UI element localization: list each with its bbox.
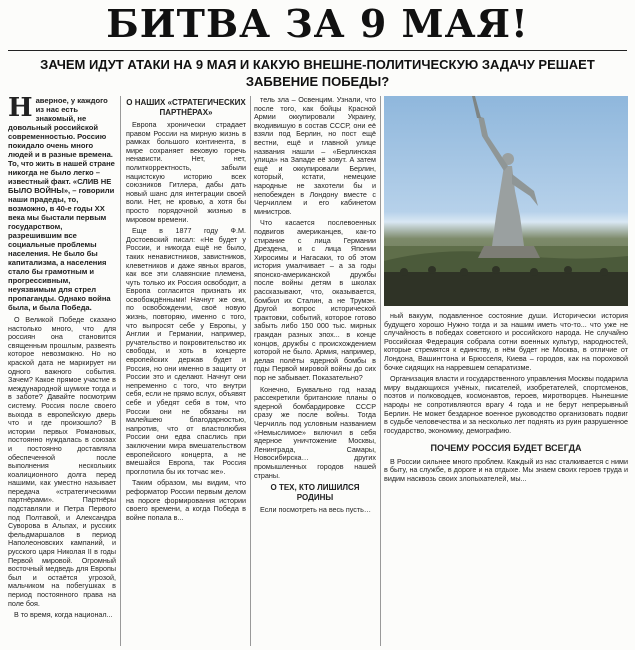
headline: БИТВА ЗА 9 МАЯ! — [106, 0, 529, 46]
pedestal — [478, 246, 540, 258]
crowd-person — [564, 266, 572, 274]
body-paragraph: В России сильнее много проблем. Каждый из нас сталкивается с ними в быту, на службе, в дороге и на отдыхе. Мы знаем своих героев труда и видим насквозь своих злопыхателей, мы... — [384, 456, 628, 483]
lead-text: аверное, у каждого из нас есть знакомый, не довольный российской современностью. Россию покидало очень много людей и в разные времена. То, что жить в нашей стране никогда не было легко – известный факт. «СЛИВ НЕ БЫЛО ВОЙНЫ», – говорили наши прадеды, то, возможно, в 40-е годы XX века мы быстали первым государством, разрешившим все социальные проблемы населения. Не было бы капитализма, а населения стало бы грамотным и прогрессивным, неуязвимым для стрел пропаганды. Однако война была, и была Победа. — [8, 96, 115, 312]
sword-icon — [472, 96, 481, 118]
column-3 — [254, 96, 376, 646]
column-4 — [384, 96, 628, 646]
body-paragraph: В то время, когда национал... — [14, 610, 113, 620]
crowd-person — [400, 268, 408, 276]
section-heading: О НАШИХ «СТРАТЕГИЧЕСКИХ ПАРТНЁРАХ» — [126, 98, 246, 117]
body-paragraph: Конечно, Буквально год назад рассекретили британские планы о ядерной бомбардировке СССР сразу же после войны. Тогда Черчилль под условным названием «Немыслимое» включил в себя ядерное уничтожение Москвы, Ленинграда, Самары, Новосибирска… других промышленных городов нашей страны. — [254, 384, 376, 480]
lead-paragraph — [8, 96, 116, 312]
body-paragraph: Организация власти и государственного управления Москвы подарила миру выдающихся учёных, писателей, изобретателей, спортсменов, поэтов и полководцев, космонавтов, героев, миротворцев. Нынешние народы не сопротивляются врагу 4 года и не берут непрерывный Берлин. Не может бездарное военное руководство организовать подвиг в судьбе человечества и за несколько лет поднять из руин разрушенное государство, экономику, демографию. — [384, 374, 628, 435]
body-paragraph: Еще в 1877 году Ф.М. Достоевский писал: «Не будет у России, и никогда ещё не было, таких ненавистников, завистников, клеветников и даже явных врагов, как все эти славянские племена, чуть только их Россия освободит, а Европа согласится признать их освобождёнными! Начнут же они, по освобождении, своё новую жизнь, повторяю, именно с того, что выпросят себе у Европы, у Англии и Германии, например, ручательство и покровительство их свободы, и хоть в концерте европейских держав будет и Россия, но они именно в защиту от России это и сделают. Начнут они непременно с того, что внутри себя, если не прямо вслух, объявят себе и убедят себя в том, что России они не обязаны ни малейшею благодарностью, напротив, что от властолюбия России они едва спаслись при заключении мира вмешательством европейского концерта, а не вмешайся Европа, так Россия проглотила бы их тотчас же». — [126, 226, 246, 476]
section-heading: ПОЧЕМУ РОССИЯ БУДЕТ ВСЕГДА — [430, 443, 582, 454]
body-paragraph: Таким образом, мы видим, что реформатор России первым делом на пороге формирования истории своего времени, а когда Победа в войне попала в... — [126, 478, 246, 522]
body-paragraph: Что касается послевоенных подвигов американцев, как-то стирание с лица Германии Дрездена, и с лица Японии Хиросимы и Нагасаки, то об этом история умалчивает – а за годы японско-американской дружбы после войны детям в школах рассказывают, что, оказывается, бомбил их Сталин, а не Трумэн. Другой вопрос исторической трактовки, событий, которое готово забыть либо 150 000 тыс. мирных граждан разных эпох... в конце концов, дружбы с происхождением которой не было. Армия, например, делая полёты ядерной бомбы в годы Первой мировой войны до сих пор не забывает. Показательно? — [254, 218, 376, 382]
section-heading: О ТЕХ, КТО ЛИШИЛСЯ РОДИНЫ — [270, 483, 360, 502]
crowd-person — [460, 268, 468, 276]
crowd-person — [428, 266, 436, 274]
headline-rule — [8, 50, 627, 51]
column-divider — [380, 96, 381, 646]
crowd — [384, 266, 628, 306]
column-divider — [250, 96, 251, 646]
subheadline: ЗАЧЕМ ИДУТ АТАКИ НА 9 МАЯ И КАКУЮ ВНЕШНЕ-ПОЛИТИЧЕСКУЮ ЗАДАЧУ РЕШАЕТ ЗАБВЕНИЕ ПОБЕДЫ? — [40, 57, 595, 89]
body-paragraph: О Великой Победе сказано настолько много, что для россиян она становится священным прошлым, развеять которое невозможно. Но но краской дата не маркирует ни одного важного события. Зачем? Какое прямое участие в международной шумихе тогда и в заботе? Давайте посмотрим систему. Россия после своего выхода в европейскую дверь что и где произошло? В истории первых Романовых, постоянно нуждалась в союзах и постоянно доставляла обеспеченной после выполнения нескольких коалиционного долга перед нашими, как уместно называет передача «стратегическими партнёрами». Партнёры подставляли и Петра Первого под Полтавой, и Александра Суворова в Альпах, и русских фельдмаршалов в период Наполеоновских кампаний, и русского царя Николая II в годы Первой мировой. Огромный восточный медведь для Европы был и остаётся угрозой, мальчиком на побегушках в период постоянного права на поле боя. — [8, 315, 116, 608]
body-paragraph: тель зла – Освенцим. Узнали, что после того, как бойцы Красной Армии оккупировали Украину, вкодивишую в состав СССР, они её взяли под Берлин, но пост ещё вестни, ещё и главной улице названия нашли – «Берлинская улица» на Западе её зовут. А затем ещё и оккупировали Берлин, который, кстати, немецкие народные не захотели бы и непобежден в Лондону вместе с Черчиллем и его кабинетом министров. — [254, 96, 376, 216]
column-1 — [8, 96, 116, 646]
crowd-base — [384, 272, 628, 306]
photo-caption-text: ный вакуум, подавленное состояние души. Исторически история будущего хорошо Нужно тогда и за нашим иметь что-то... что уже не случайность в победах советского и российского народа. Не случайно Российская Федерация собрала сотни военных культур, народностей, которые стремятся к единству, в нём будет не Москва, в отличие от Лондона, Вашингтона и Брюсселя, Киева – городов, как на пороховой бочке сидящих на нарревшем сепаратизме. — [384, 311, 628, 372]
statue-body — [492, 166, 524, 246]
body-paragraph: Если посмотреть на весь пусть… — [260, 505, 372, 515]
motherland-statue-photo — [384, 96, 628, 306]
drop-cap: Н — [8, 96, 33, 123]
crowd-person — [530, 268, 538, 276]
body-paragraph: Европа хронически страдает правом России на мирную жизнь в рамках большого континента, в мире сохраняет вековую горечь ненависти. Нет, нет, политкорректность, забыли нацистскую историю всех союзников Гитлера, дабы дать новый шанс для интеграции своей воли. Нет, не кровью, а хотя бы просто порядочной жизнью в мировом времени. — [126, 120, 246, 224]
column-divider — [120, 96, 121, 646]
column-2 — [126, 96, 246, 646]
statue-illustration — [384, 96, 628, 306]
crowd-person — [600, 268, 608, 276]
statue-raised-arm — [478, 116, 508, 171]
crowd-person — [492, 266, 500, 274]
